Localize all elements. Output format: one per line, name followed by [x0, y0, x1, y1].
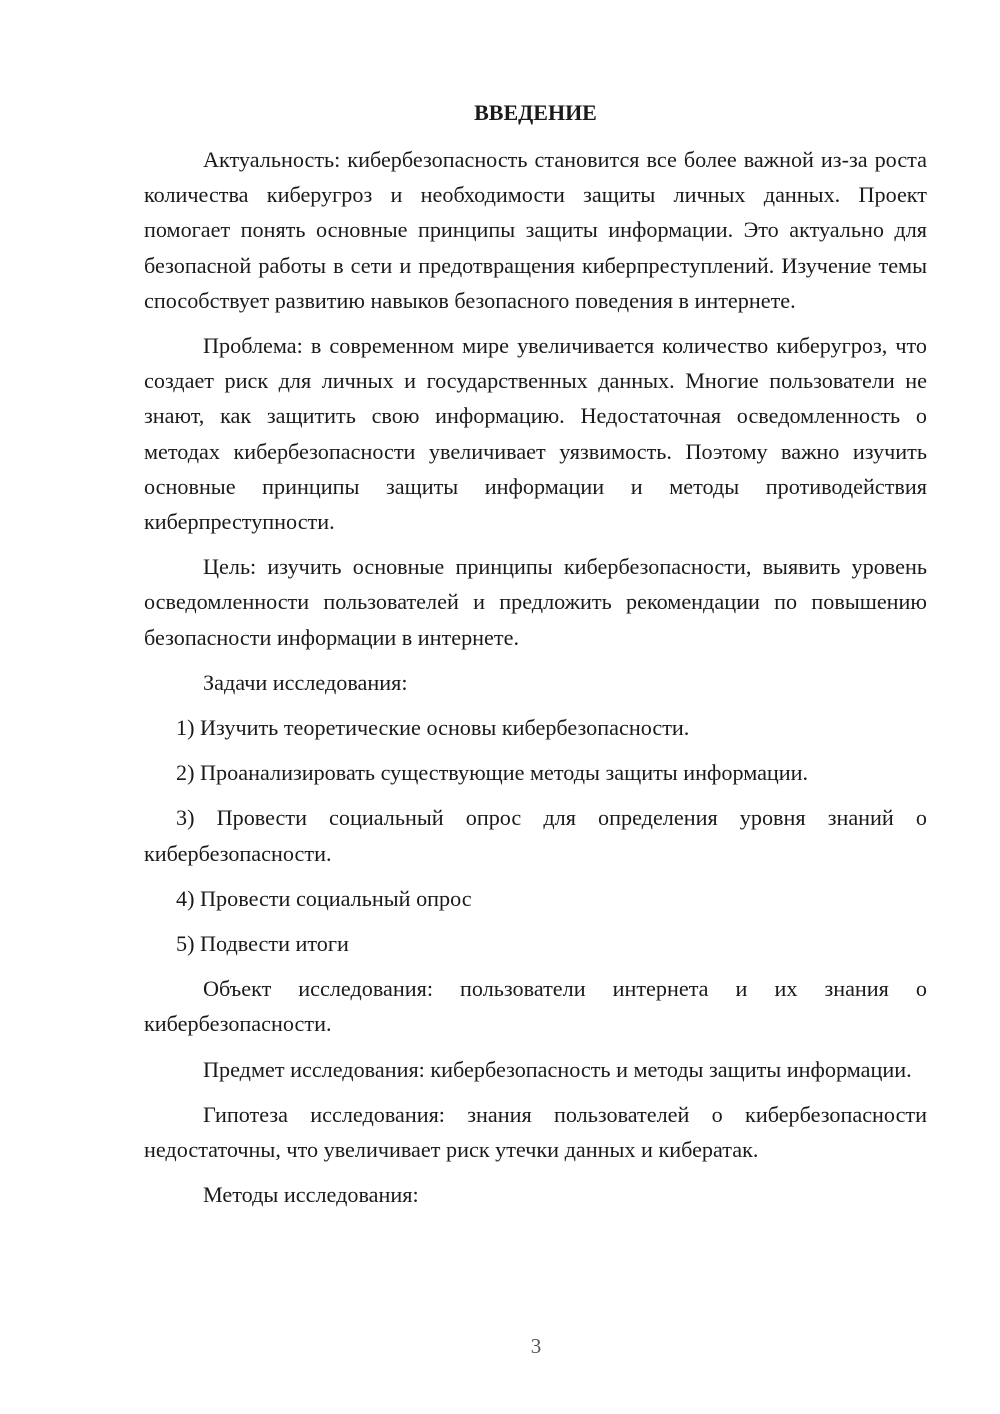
subject-paragraph: Предмет исследования: кибербезопасность и методы защиты информации.: [203, 1056, 912, 1082]
page-body: [144, 95, 927, 1222]
relevance-paragraph: Актуальность: кибербезопасность становится все более важной из-за роста количества киберугроз и необходимости защиты личных данных. Проект помогает понять основные принципы защиты информации. Это актуально для безопасной работы в сети и предотвращения киберпреступлений. Изучение темы способствует развитию навыков безопасного поведения в интернете.: [144, 147, 927, 313]
task-item-1: 1) Изучить теоретические основы кибербезопасности.: [176, 715, 690, 741]
task-item-4: 4) Провести социальный опрос: [176, 885, 472, 911]
object-paragraph: Объект исследования: пользователи интернета и их знания о кибербезопасности.: [144, 976, 927, 1037]
goal-paragraph: Цель: изучить основные принципы кибербезопасности, выявить уровень осведомленности пользователей и предложить рекомендации по повышению безопасности информации в интернете.: [144, 554, 927, 650]
tasks-heading: Задачи исследования:: [203, 669, 408, 695]
page-number: 3: [530, 1334, 542, 1358]
problem-paragraph: Проблема: в современном мире увеличивается количество киберугроз, что создает риск для личных и государственных данных. Многие пользователи не знают, как защитить свою информацию. Недостаточная осведомленность о методах кибербезопасности увеличивает уязвимость. Поэтому важно изучить основные принципы защиты информации и методы противодействия киберпреступности.: [144, 333, 927, 535]
task-item-2: 2) Проанализировать существующие методы защиты информации.: [176, 760, 809, 786]
section-title: ВВЕДЕНИЕ: [474, 100, 597, 125]
task-item-3: 3) Провести социальный опрос для определения уровня знаний о кибербезопасности.: [144, 805, 927, 866]
methods-heading: Методы исследования:: [203, 1182, 419, 1208]
task-item-5: 5) Подвести итоги: [176, 931, 349, 957]
hypothesis-paragraph: Гипотеза исследования: знания пользователей о кибербезопасности недостаточны, что увеличивает риск утечки данных и кибератак.: [144, 1101, 927, 1163]
